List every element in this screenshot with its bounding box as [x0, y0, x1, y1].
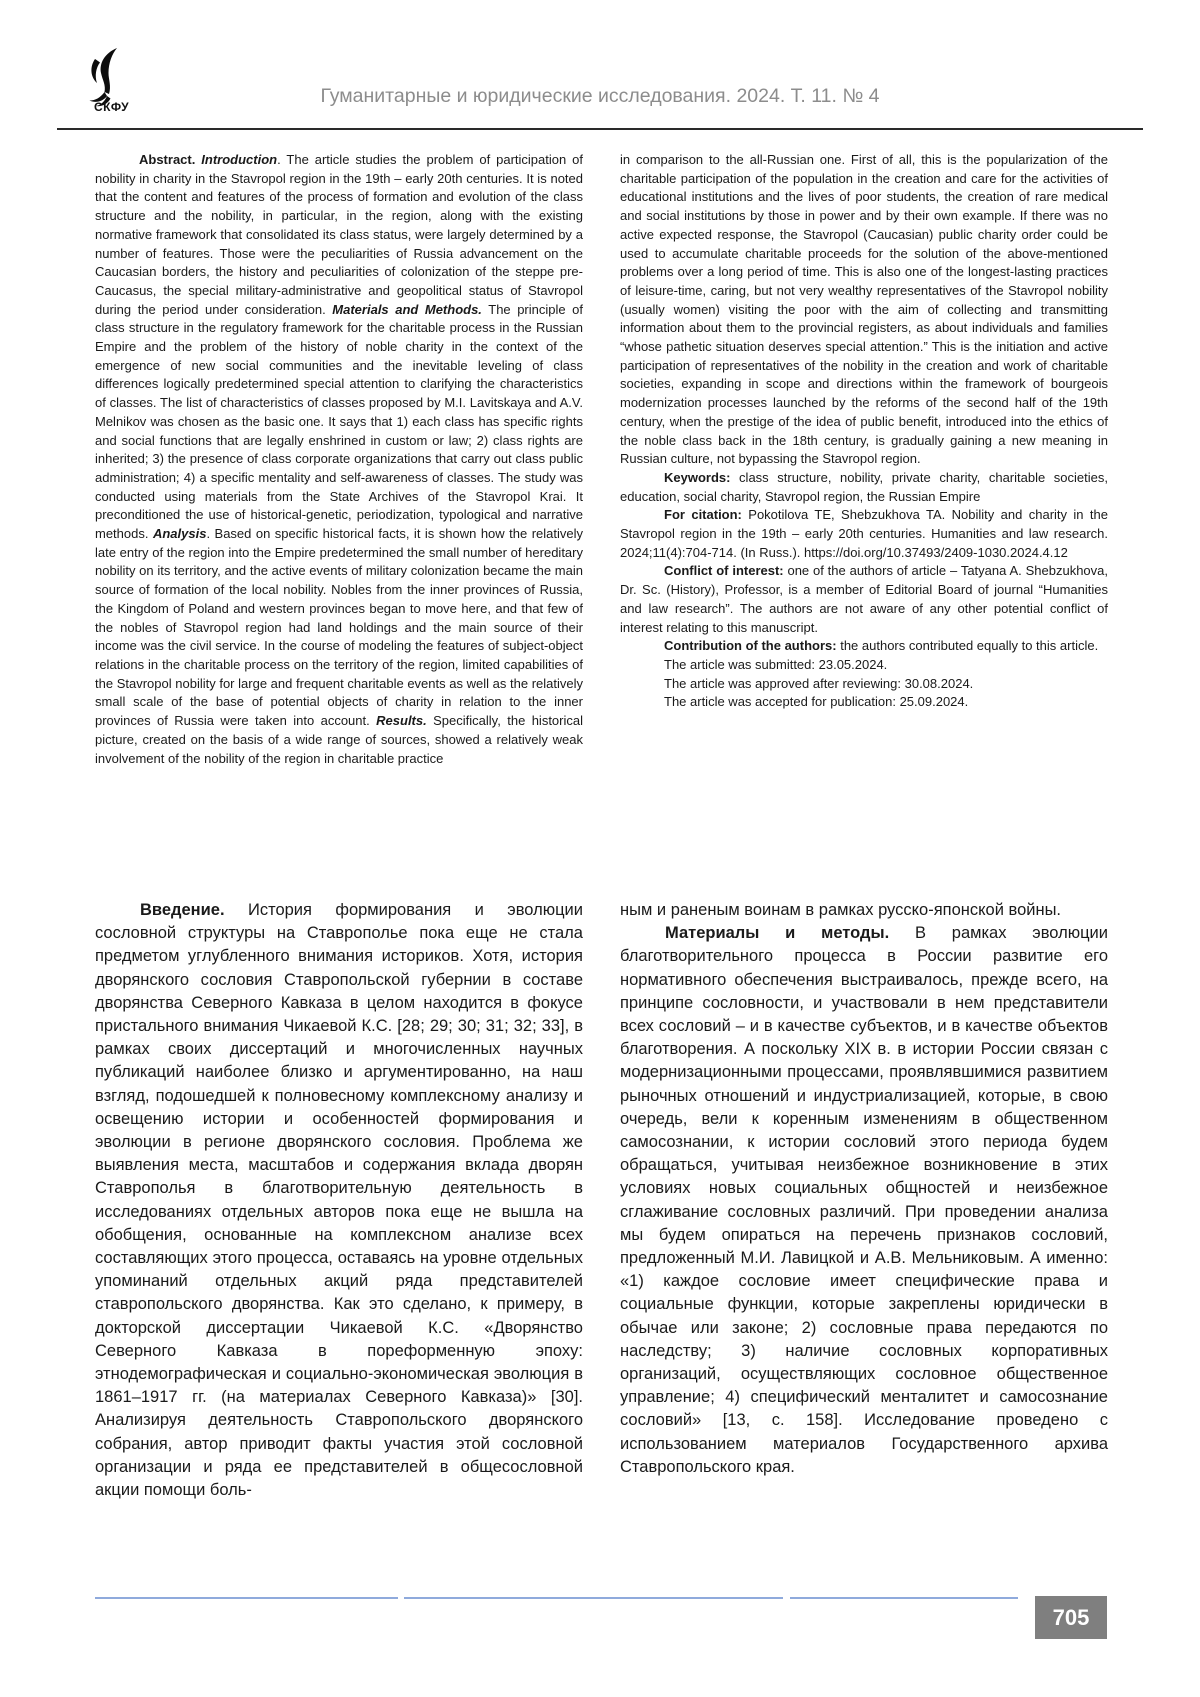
body-column-right	[620, 899, 1108, 1479]
abstract-continuation-paragraph: in comparison to the all-Russian one. First of all, this is the popularization of the charitable participation of the population in the creation and care for the activities of educational institutions and the lives of poor students, the creation of rare medical and social institutions by those in power and by their own example. If there was no active expected response, the Stavropol (Caucasian) public charity order could be used to accumulate charitable proceeds for the solution of the above-mentioned problems over a long period of time. This is also one of the longest-lasting practices of leisure-time, caring, but not very wealthy representatives of the Stavropol nobility (usually women) visiting the poor with the aim of collecting and transmitting information about them to the provincial registers, as about individuals and families “whose pathetic situation deserves special attention.” This is the initiation and active participation of representatives of the nobility in the creation and work of charitable societies, expanding in scope and directions within the framework of bourgeois modernization processes launched by the reforms of the second half of the 19th century, when the prestige of the idea of public benefit, introduced into the ethics of the noble class back in the 18th century, is gradually gaining a new meaning in Russian culture, not bypassing the Stavropol region.	[620, 152, 1108, 467]
submitted-date-line: The article was submitted: 23.05.2024.	[664, 656, 888, 672]
approved-date-line: The article was approved after reviewing: 30.08.2024.	[664, 675, 974, 691]
materials-methods-paragraph: Материалы и методы. В рамках эволюции благотворительного процесса в России развитие его нормативного обеспечения выстраивалось, прежде всего, на принципе сословности, и участвовали в нем представители всех сословий – и в качестве субъектов, и в качестве объектов благотворения. А поскольку XIX в. в истории России связан с модернизационными процессами, проявлявшимися развитием рыночных отношений и индустриализацией, которые, в свою очередь, вели к коренным изменениям в общественном самосознании, к истории сословий этого периода будем обращаться, учитывая неизбежное возникновение в этих условиях новых социальных общностей и неизбежное сглаживание сословных различий. При проведении анализа мы будем опираться на перечень признаков сословий, предложенный М.И. Лавицкой и А.В. Мельниковым. А именно: «1) каждое сословие имеет специфические права и социальные функции, которые закреплены юридически в обычае или законе; 2) сословные права передаются по наследству; 3) наличие сословных корпоративных организаций, осуществляющих сословное общественное управление; 4) специфический менталитет и самосознание сословий» [13, с. 158]. Исследование проведено с использованием материалов Государственного архива Ставропольского края.	[620, 924, 1108, 1476]
authors-contribution-paragraph: Contribution of the authors: the authors contributed equally to this article.	[664, 638, 1099, 654]
page-number: 705	[1052, 1604, 1090, 1630]
abstract-column-left	[95, 151, 583, 768]
page-number-badge	[1035, 1596, 1107, 1639]
body-column-left	[95, 899, 583, 1502]
footer-divider-segment	[95, 1597, 398, 1599]
citation-paragraph: For citation: Pokotilova TE, Shebzukhova TA. Nobility and charity in the Stavropol region in the 19th – early 20th centuries. Humanities and law research. 2024;11(4):704-714. (In Russ.). https://doi.org/10.37493/2409-1030.2024.4.12	[620, 507, 1108, 560]
abstract-column-right	[620, 151, 1108, 712]
abstract-paragraph: Abstract. Introduction. The article studies the problem of participation of nobility in charity in the Stavropol region in the 19th – early 20th centuries. It is noted that the content and features of the process of formation and evolution of the class structure and the nobility, in particular, in the region, along with the existing normative framework that consolidated its class status, were largely determined by a number of features. Those were the peculiarities of Russia advancement on the Caucasian borders, the history and peculiarities of colonization of the steppe pre-Caucasus, the special military-administrative and geopolitical status of Stavropol during the period under consideration. Materials and Methods. The principle of class structure in the regulatory framework for the charitable process in the Russian Empire and the problem of the history of noble charity in the context of the emergence of new social communities and the inevitable leveling of class differences logically predetermined special attention to clarifying the characteristics of classes. The list of characteristics of classes proposed by M.I. Lavitskaya and A.V. Melnikov was chosen as the basic one. It says that 1) each class has specific rights and social functions that are legally enshrined in custom or law; 2) class rights are inherited; 3) the presence of class corporate organizations that carry out class public administration; 4) a specific mentality and self-awareness of classes. The study was conducted using materials from the State Archives of the Stavropol Krai. It preconditioned the use of historical-genetic, periodization, typological and narrative methods. Analysis. Based on specific historical facts, it is shown how the relatively late entry of the region into the Empire predetermined the small number of hereditary nobility on its territory, and the active events of military colonization became the main source of formation of the local nobility. Nobles from the inner provinces of Russia, the Kingdom of Poland and western provinces began to move here, and that few of the nobles of Stavropol region had land holdings and the main source of their income was the civil service. In the course of modeling the features of subject-object relations in the charitable process on the territory of the region, limited capabilities of the Stavropol nobility for large and frequent charitable events as well as the relatively small scale of the base of potential objects of charity in relation to the inner provinces of Russia were taken into account. Results. Specifically, the historical picture, created on the basis of a wide range of sources, showed a relatively weak involvement of the nobility of the region in charitable practice	[95, 152, 584, 766]
body-continuation-paragraph: ным и раненым воинам в рамках русско-японской войны.	[620, 901, 1062, 919]
introduction-paragraph: Введение. История формирования и эволюции сословной структуры на Ставрополье пока еще не стала предметом углубленного внимания историков. Хотя, история дворянского сословия Ставропольской губернии в составе дворянства Северного Кавказа в целом находится в фокусе пристального внимания Чикаевой К.С. [28; 29; 30; 31; 32; 33], в рамках своих диссертаций и многочисленных научных публикаций наиболее близко и аргументированно, на наш взгляд, подошедшей к полновесному комплексному анализу и освещению истории и особенностей формирования и эволюции в регионе дворянского сословия. Проблема же выявления места, масштабов и содержания вклада дворян Ставрополья в благотворительную деятельность в исследованиях отдельных авторов пока еще не вышла на обобщения, основанные на комплексном анализе всех составляющих этого процесса, оставаясь на уровне отдельных упоминаний отдельных акций ряда представителей ставропольского дворянства. Как это сделано, к примеру, в докторской диссертации Чикаевой К.С. «Дворянство Северного Кавказа в пореформенную эпоху: этнодемографическая и социально-экономическая эволюция в 1861–1917 гг. (на материалах Северного Кавказа)» [30]. Анализируя деятельность Ставропольского дворянского собрания, автор приводит факты участия этой сословной организации и ряда ее представителей в общесословной акции помощи боль-	[95, 901, 583, 1500]
university-logo	[86, 48, 146, 120]
logo-text: СКФУ	[94, 100, 130, 114]
conflict-of-interest-paragraph: Conflict of interest: one of the authors of article – Tatyana A. Shebzukhova, Dr. Sc. (History), Professor, is a member of Editorial Board of journal “Humanities and law research”. The authors are not aware of any other potential conflict of interest relating to this manuscript.	[620, 563, 1108, 635]
footer-divider-segment	[790, 1597, 1018, 1599]
footer-divider-segment	[404, 1597, 783, 1599]
keywords-paragraph: Keywords: class structure, nobility, private charity, charitable societies, education, social charity, Stavropol region, the Russian Empire	[620, 469, 1108, 504]
header-divider	[57, 128, 1143, 130]
accepted-date-line: The article was accepted for publication: 25.09.2024.	[664, 694, 969, 710]
journal-title: Гуманитарные и юридические исследования. 2024. Т. 11. № 4	[320, 85, 880, 107]
